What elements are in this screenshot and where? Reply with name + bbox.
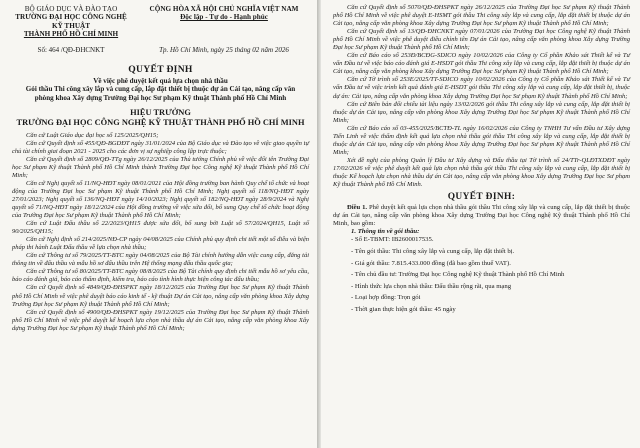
info-item-value: Đấu thầu rộng rãi, qua mạng [434,282,512,290]
info-item-value: Thi công xây lắp và cung cấp, lắp đặt thiết bị. [392,248,515,256]
ministry-name: BỘ GIÁO DỤC VÀ ĐÀO TẠO [24,5,118,13]
info-item-value: 7.815.433.000 đồng (đã bao gồm thuế VAT). [391,259,511,267]
article-1-text: Phê duyệt kết quả lựa chọn nhà thầu gói thầu Thi công xây lắp và cung cấp, lắp đặt thiết bị thuộc dự án Cải tạo, nâng cấp văn phòng khoa Xây dựng Trường Đại học Công nghệ Kỹ thuật Thành phố Hồ Chí Minh, bao gồm: [333,204,631,228]
info-item-value: IB2600017535. [391,236,434,244]
authority-school: TRƯỜNG ĐẠI HỌC CÔNG NGHỆ KỸ THUẬT THÀNH PHỐ HỒ CHÍ MINH [16,118,305,127]
info-item-value: Trường Đại học Công nghệ Kỹ thuật Thành phố Hồ Chí Minh [398,271,565,279]
place-date: Tp. Hồ Chí Minh, ngày 25 tháng 02 năm 2026 [159,45,289,54]
proposal-paragraph: Xét đề nghị của phòng Quản lý Đầu tư Xây dựng và Đấu thầu tại Tờ trình số 24/TTr-QLĐTXDĐT ngày 17/02/2026 về việc phê duyệt kết quả lựa chọn nhà thầu gói thầu Thi công xây lắp và cung cấp, lắp đặt thiết bị thuộc Kế hoạch lựa chọn nhà thầu dự án Cải tạo, nâng cấp văn phòng khoa Xây dựng Trường Đại học Sư phạm Kỹ thuật Thành phố Hồ Chí Minh. [333,156,630,189]
info-item-label: - Số E-TBMT: [351,236,392,244]
info-item [333,236,630,244]
info-item [333,294,630,302]
legal-basis-paragraph: Căn cứ Nghị định số 214/2025/NĐ-CP ngày 04/08/2025 của Chính phủ quy định chi tiết một số điều và biện pháp thi hành Luật Đấu thầu về lựa chọn nhà thầu; [12,236,309,252]
number-date-row [12,46,309,54]
info-item [333,306,630,314]
info-item-label: - Hình thức lựa chọn nhà thầu: [351,282,435,290]
article-1-label: Điều 1. [347,204,368,212]
legal-basis-paragraph: Căn cứ Nghị quyết số 11/NQ-HĐT ngày 08/01/2021 của Hội đồng trường ban hành Quy chế tổ chức và hoạt động của Trường Đại học Sư phạm Kỹ thuật Thành phố Hồ Chí Minh; Nghị quyết số 118/NQ-HĐT ngày 27/01/2023; Nghị quyết số 136/NQ-HĐT ngày 14/10/2023; Nghị quyết số 182/NQ-HĐT ngày 28/9/2024 và Nghị quyết số 71/NQ-HĐT ngày 18/12/2024 của Hội đồng trường về việc sửa đổi, bổ sung Quy chế tổ chức hoạt động của Trường Đại học Sư phạm Kỹ thuật Thành phố Hồ Chí Minh; [12,179,309,220]
legal-basis-paragraph: Căn cứ Luật Đấu thầu số 22/2023/QH15 được sửa đổi, bổ sung bởi Luật số 57/2024/QH15, Luật số 90/2025/QH15; [12,220,309,236]
legal-basis-paragraph: Căn cứ Thông tư số 79/2025/TT-BTC ngày 04/08/2025 của Bộ Tài chính hướng dẫn việc cung cấp, đăng tải thông tin về đấu thầu và mẫu hồ sơ đấu thầu trên Hệ thống mạng đấu thầu quốc gia; [12,252,309,268]
info-item-label: - Tên gói thầu: [351,248,392,256]
document-title: QUYẾT ĐỊNH [128,63,193,75]
legal-basis-paragraph: Căn cứ Biên bản đối chiếu tài liệu ngày 13/02/2026 gói thầu Thi công xây lắp và cung cấp, lắp đặt thiết bị thuộc dự án Cải tạo, nâng cấp văn phòng khoa Xây dựng Trường Đại học Sư phạm Kỹ thuật Thành phố Hồ Chí Minh; [333,100,630,124]
legal-basis-paragraph: Căn cứ Quyết định số 5070/QĐ-ĐHSPKT ngày 26/12/2025 của Trường Đại học Sư phạm Kỹ thuật Thành phố Hồ Chí Minh về việc phê duyệt E-HSMT gói thầu Thi công xây lắp và cung cấp, lắp đặt thiết bị thuộc dự án Cải tạo, nâng cấp văn phòng khoa Xây dựng Trường Đại học Sư phạm Kỹ thuật Thành phố Hồ Chí Minh; [333,4,630,28]
national-block [139,5,309,39]
info-item [333,248,630,256]
national-motto: Độc lập - Tự do - Hạnh phúc [180,13,268,22]
legal-basis-paragraph: Căn cứ Quyết định số 4849/QĐ-ĐHSPKT ngày 18/12/2025 của Trường Đại học Sư phạm Kỹ thuật Thành phố Hồ Chí Minh về việc phê duyệt báo cáo kinh tế - kỹ thuật Dự án Cải tạo, nâng cấp văn phòng khoa Xây dựng Trường Đại học Sư phạm Kỹ thuật Thành phố Hồ Chí Minh; [12,284,309,308]
info-item-value: 45 ngày [434,306,456,314]
decision-heading: QUYẾT ĐỊNH: [447,192,516,203]
republic-name: CỘNG HÒA XÃ HỘI CHỦ NGHĨA VIỆT NAM [149,5,299,13]
info-item-label: - Giá gói thầu: [351,259,392,267]
info-item-label: - Thời gian thực hiện gói thầu: [351,306,435,314]
info-item-label: - Loại hợp đồng: [351,294,398,302]
issuing-authority [12,108,309,127]
school-name-line1: TRƯỜNG ĐẠI HỌC CÔNG NGHỆ KỸ THUẬT [15,13,127,30]
school-name-line2: THÀNH PHỐ HỒ CHÍ MINH [23,30,119,39]
legal-basis-paragraph: Căn cứ Luật Giáo dục đại học số 125/2025/QH15; [26,131,159,139]
legal-basis-paragraph: Căn cứ Quyết định số 4900/QĐ-ĐHSPKT ngày 19/12/2025 của Trường Đại học Sư phạm Kỹ thuật Thành phố Hồ Chí Minh về việc phê duyệt kế hoạch lựa chọn nhà thầu dự án Cải tạo, nâng cấp văn phòng khoa Xây dựng Trường Đại học Sư phạm Kỹ thuật Thành phố Hồ Chí Minh; [12,308,309,332]
legal-basis-paragraph: Căn cứ Thông tư số 80/2025/TT-BTC ngày 08/8/2025 của Bộ Tài chính quy định chi tiết mẫu hồ sơ yêu cầu, báo cáo đánh giá, báo cáo thẩm định, kiểm tra, báo cáo tình hình thực hiện công tác đấu thầu; [12,268,309,284]
issuer-block [12,5,130,39]
info-item [333,283,630,291]
subject-line-1: Về việc phê duyệt kết quả lựa chọn nhà thầu [93,76,228,85]
section-1-title: 1. Thông tin về gói thầu: [351,228,420,236]
legal-basis-paragraph: Căn cứ Báo cáo số 03-455/2025/BCTĐ-TL ngày 16/02/2026 của Công ty TNHH Tư vấn Đầu tư Xây dựng Tiến Linh về việc thẩm định kết quả lựa chọn nhà thầu gói thầu Thi công xây lắp và cung cấp, lắp đặt thiết bị thuộc dự án Cải tạo, nâng cấp văn phòng khoa Xây dựng Trường Đại học Sư phạm Kỹ thuật Thành phố Hồ Chí Minh; [333,124,630,156]
document-header [12,5,309,39]
page-left [0,0,317,448]
info-item-value: Trọn gói [397,294,421,302]
legal-basis-paragraph: Căn cứ Tờ trình số 253E/2025/TT-SDICO ngày 10/02/2026 của Công ty Cổ phần Khảo sát Thiết kế và Tư vấn Đầu tư về việc trình kết quả đánh giá E-HSDT gói thầu Thi công xây lắp và cung cấp, lắp đặt thiết bị, thuộc dự án: Cải tạo, nâng cấp văn phòng khoa Xây dựng Trường Đại học Sư phạm Kỹ thuật Thành phố Hồ Chí Minh; [333,76,630,100]
info-item [333,260,630,268]
article-1 [333,204,630,228]
legal-basis-paragraph: Căn cứ Quyết định số 2809/QĐ-TTg ngày 26/12/2025 của Thủ tướng Chính phủ về việc đổi tên Trường Đại học Sư phạm Kỹ thuật Thành phố Hồ Chí Minh thành Trường Đại học Công nghệ Kỹ thuật Thành phố Hồ Chí Minh; [12,155,309,179]
legal-basis-paragraph: Căn cứ Quyết định số 13/QĐ-ĐHCNKT ngày 07/01/2026 của Trường Đại học Công nghệ Kỹ thuật Thành phố Hồ Chí Minh về việc phê duyệt điều chỉnh tên Dự án Cải tạo, nâng cấp văn phòng khoa Xây dựng Trường Đại học Sư phạm Kỹ thuật Thành phố Hồ Chí Minh; [333,28,630,52]
document-subject [18,77,303,103]
page-right [321,0,640,448]
legal-basis-paragraph: Căn cứ Quyết định số 455/QĐ-BGDĐT ngày 31/01/2024 của Bộ Giáo dục và Đào tạo về việc giao quyền tự chủ tài chính giai đoạn 2021 - 2025 cho các đơn vị sự nghiệp công lập trực thuộc; [12,139,309,155]
info-item-label: - Tên chủ đầu tư: [351,271,399,279]
info-item [333,271,630,279]
authority-title: HIỆU TRƯỞNG [130,108,191,118]
legal-basis-paragraph: Căn cứ Báo cáo số 253Đ/BCĐG-SDICO ngày 10/02/2026 của Công ty Cổ phần Khảo sát Thiết kế và Tư vấn Đầu tư về việc báo cáo đánh giá E-HSDT gói thầu Thi công xây lắp và cung cấp, lắp đặt thiết bị thuộc dự án Cải tạo, nâng cấp văn phòng khoa Xây dựng Trường Đại học Sư phạm Kỹ thuật Thành phố Hồ Chí Minh; [333,52,630,76]
subject-line-2: Gói thầu Thi công xây lắp và cung cấp, lắp đặt thiết bị thuộc dự án Cải tạo, nâng cấp văn phòng khoa Xây dựng Trường Đại học Sư phạm Kỹ thuật Thành phố Hồ Chí Minh [25,85,296,102]
document-number: Số: 464 /QĐ-ĐHCNKT [37,45,105,54]
